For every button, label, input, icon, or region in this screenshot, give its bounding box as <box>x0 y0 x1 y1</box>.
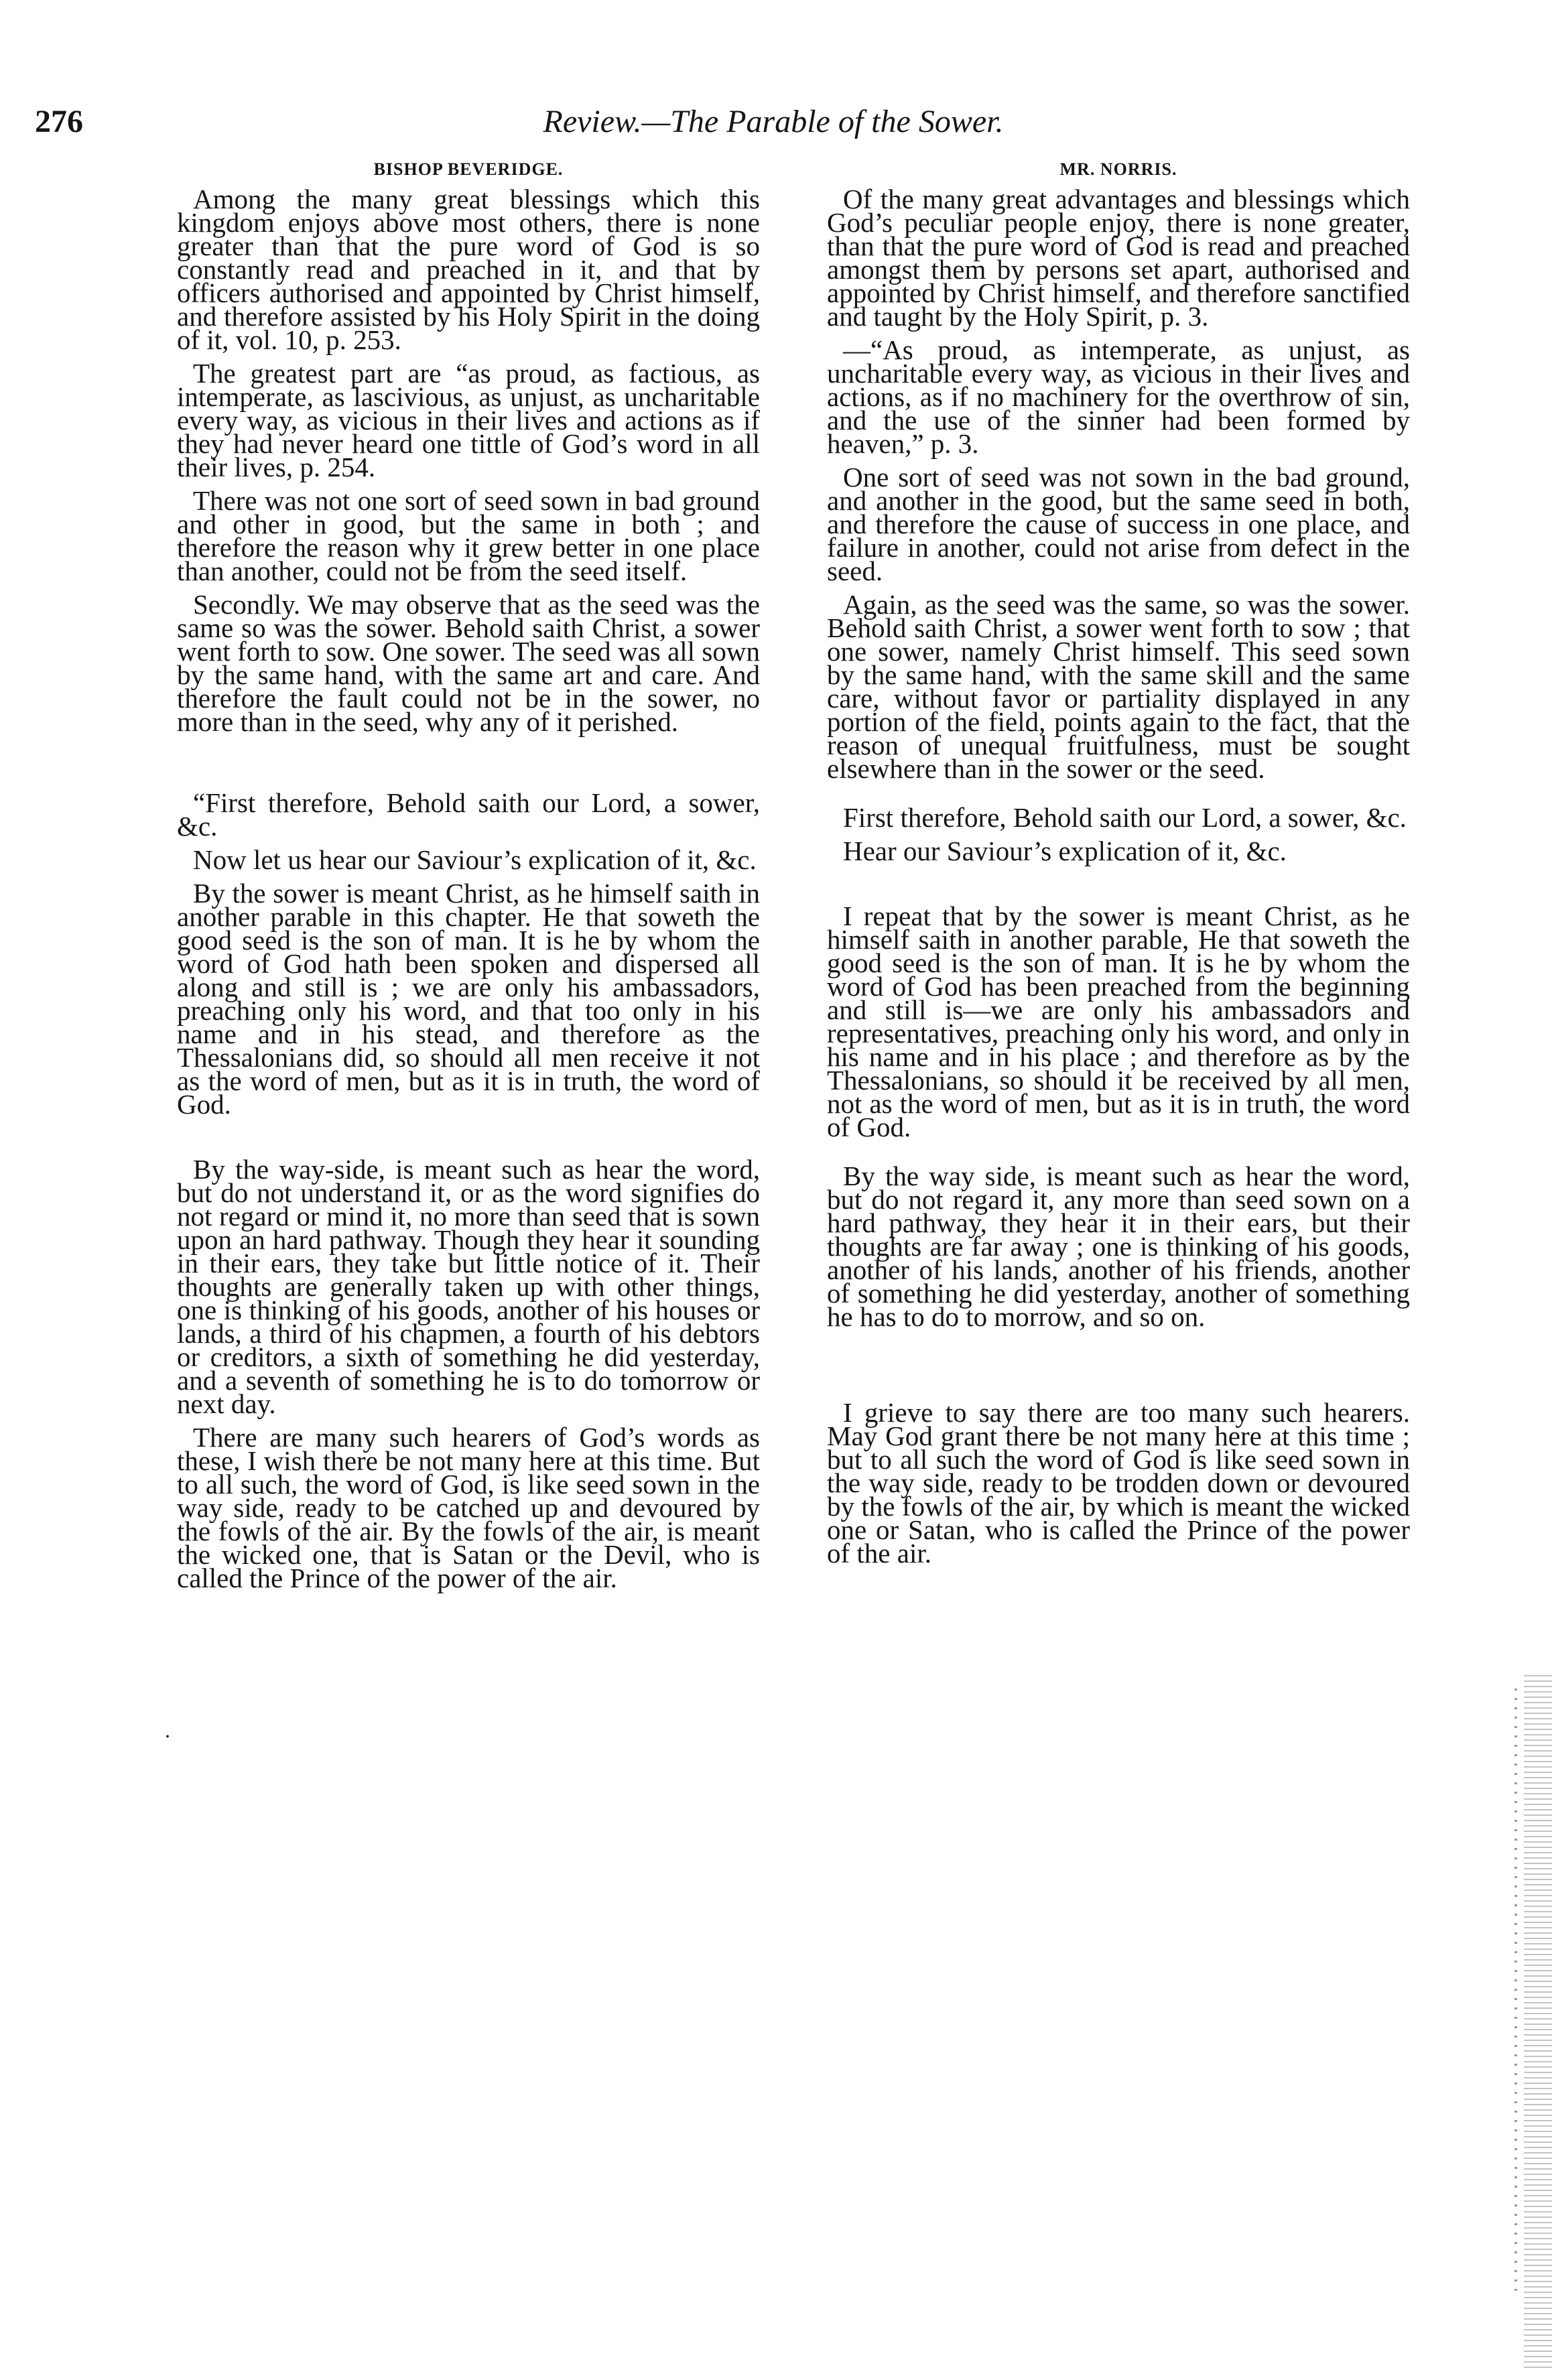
margin-mark: . <box>165 1718 170 1742</box>
left-column-beveridge <box>177 159 760 1600</box>
right-paragraph-8: By the way side, is meant such as hear the word, but do not regard it, any more than seed sown on a hard pathway, they hear it in their ears, but their thoughts are far away ; one is thinking of his goods, another of his lands, another of his friends, another of something he did yesterday, another of something he has to do to morrow, and so on. <box>827 1161 1410 1332</box>
running-title: Review.—The Parable of the Sower. <box>543 104 1004 139</box>
left-paragraph-5: “First therefore, Behold saith our Lord, a sower, &c. <box>177 787 760 842</box>
left-paragraph-8: By the way-side, is meant such as hear the word, but do not understand it, or as the word signifies do not regard or mind it, no more than seed that is sown upon an hard pathway. Though they hear it sounding in their ears, they take but little notice of it. Their thoughts are generally taken up with other things, one is thinking of his goods, another of his houses or lands, a third of his chapmen, a fourth of his debtors or creditors, a sixth of something he did yesterday, and a seventh of something he is to do tomorrow or next day. <box>177 1154 760 1419</box>
page-number: 276 <box>35 104 83 139</box>
left-paragraph-7: By the sower is meant Christ, as he himself saith in another parable in this chapter. He that soweth the good seed is the son of man. It is he by whom the word of God hath been spoken and dispersed all along and still is ; we are only his ambassadors, preaching only his word, and that too only in his name and in his stead, and therefore as the Thessalonians did, so should all men receive it not as the word of men, but as it is in truth, the word of God. <box>177 878 760 1120</box>
right-paragraph-4: Again, as the seed was the same, so was the sower. Behold saith Christ, a sower went forth to sow ; that one sower, namely Christ himself. This seed sown by the same hand, with the same skill and the same care, without favor or partiality displayed in any portion of the field, points again to the fact, that the reason of unequal fruitfulness, must be sought elsewhere than in the sower or the seed. <box>827 589 1410 784</box>
left-paragraph-4: Secondly. We may observe that as the seed was the same so was the sower. Behold saith Christ, a sower went forth to sow. One sower. The seed was all sown by the same hand, with the same art and care. And therefore the fault could not be in the sower, no more than in the seed, why any of it perished. <box>177 589 760 737</box>
binding-tick-marks <box>1514 1689 1517 2292</box>
left-paragraph-3: There was not one sort of seed sown in bad ground and other in good, but the same in both ; and therefore the reason why it grew better in one place than another, could not be from the seed itself. <box>177 485 760 586</box>
left-paragraph-2: The greatest part are “as proud, as factious, as intemperate, as lascivious, as unjust, as uncharitable every way, as vicious in their lives and actions as if they had never heard one tittle of God’s word in all their lives, p. 254. <box>177 358 760 482</box>
left-paragraph-6: Now let us hear our Saviour’s explication of it, &c. <box>193 844 757 875</box>
right-paragraph-5: First therefore, Behold saith our Lord, a sower, &c. <box>843 802 1407 833</box>
left-column-heading: BISHOP BEVERIDGE. <box>373 159 564 179</box>
right-paragraph-7: I repeat that by the sower is meant Christ, as he himself saith in another parable, He that soweth the good seed is the son of man. It is he by whom the word of God has been preached from the beginning and still is—we are only his ambassadors and representatives, preaching only his word, and only in his name and in his place ; and therefore as by the Thessalonians, so should it be received by all men, not as the word of men, but as it is in truth, the word of God. <box>827 901 1410 1142</box>
right-column-heading: MR. NORRIS. <box>1059 159 1177 179</box>
left-paragraph-9: There are many such hearers of God’s words as these, I wish there be not many here at this time. But to all such, the word of God, is like seed sown in the way side, ready to be catched up and devoured by the fowls of the air. By the fowls of the air, is meant the wicked one, that is Satan or the Devil, who is called the Prince of the power of the air. <box>177 1422 760 1593</box>
right-column-norris <box>827 159 1410 1575</box>
right-paragraph-2: —“As proud, as intemperate, as unjust, as uncharitable every way, as vicious in their lives and actions, as if no machinery for the overthrow of sin, and the use of the sinner had been formed by heaven,” p. 3. <box>827 334 1410 459</box>
right-paragraph-1: Of the many great advantages and blessings which God’s peculiar people enjoy, there is none greater, than that the pure word of God is read and preached amongst them by persons set apart, authorised and appointed by Christ himself, and therefore sanctified and taught by the Holy Spirit, p. 3. <box>827 184 1410 332</box>
right-paragraph-6: Hear our Saviour’s explication of it, &c. <box>843 836 1287 866</box>
page-header <box>35 102 1512 142</box>
binding-edge-shadow <box>1524 1675 1552 2372</box>
right-paragraph-3: One sort of seed was not sown in the bad ground, and another in the good, but the same seed in both, and therefore the cause of success in one place, and failure in another, could not arise from defect in the seed. <box>827 462 1410 586</box>
left-paragraph-1: Among the many great blessings which this kingdom enjoys above most others, there is none greater than that the pure word of God is so constantly read and preached in it, and that by officers authorised and appointed by Christ himself, and therefore assisted by his Holy Spirit in the doing of it, vol. 10, p. 253. <box>177 184 760 355</box>
right-paragraph-9: I grieve to say there are too many such hearers. May God grant there be not many here at this time ; but to all such the word of God is like seed sown in the way side, ready to be trodden down or devoured by the fowls of the air, by which is meant the wicked one or Satan, who is called the Prince of the power of the air. <box>827 1397 1410 1569</box>
